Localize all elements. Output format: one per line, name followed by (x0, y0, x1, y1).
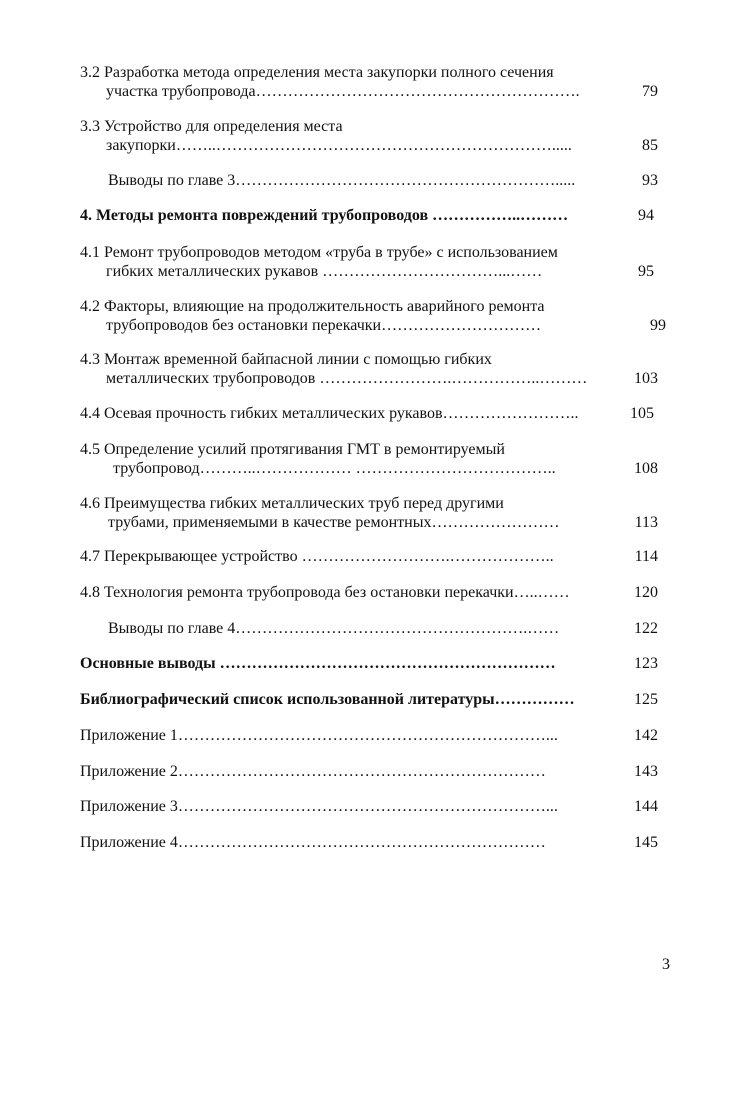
toc-entry-title: Библиографический список использованной литературы…………… (80, 691, 575, 708)
toc-entry-title: Приложение 4…………………………………………………………… (80, 834, 546, 851)
toc-entry-4-5 (0, 441, 733, 481)
toc-entry-title-continuation: гибких металлических рукавов ……………………………...…… (106, 263, 543, 280)
toc-entry-title: Приложение 2…………………………………………………………… (80, 763, 546, 780)
toc-entry-page: 122 (634, 620, 658, 637)
toc-entry-page: 142 (634, 727, 658, 744)
toc-entry-4-3 (0, 351, 733, 391)
toc-entry-appendix-2 (0, 763, 733, 803)
toc-entry-title: Выводы по главе 3……………………………………………………..... (108, 172, 576, 189)
toc-entry-title-continuation: трубопроводов без остановки перекачки………………………… (106, 317, 542, 334)
toc-entry-4-2 (0, 298, 733, 338)
toc-entry-title-continuation: трубопровод………..……………… ……………………………….. (113, 460, 556, 477)
toc-entry-page: 79 (642, 83, 658, 100)
toc-entry-page: 144 (634, 798, 658, 815)
toc-entry-title: Выводы по главе 4……………………………………………….…… (108, 620, 560, 637)
toc-entry-main-conclusions (0, 655, 733, 695)
toc-entry-title: 4.4 Осевая прочность гибких металлических рукавов…………………….. (80, 405, 579, 422)
toc-entry-appendix-1 (0, 727, 733, 767)
toc-entry-title-continuation: закупорки……..………………………………………………………..... (106, 137, 572, 154)
toc-entry-title: 4. Методы ремонта повреждений трубопроводов ……………..……… (80, 207, 569, 224)
toc-entry-4-8 (0, 584, 733, 624)
toc-entry-page: 113 (634, 514, 658, 531)
toc-entry-title-continuation: металлических трубопроводов …………………….……………..……… (106, 370, 588, 387)
toc-entry-title: 4.1 Ремонт трубопроводов методом «труба в трубе» с использованием (80, 244, 558, 261)
toc-entry-title-continuation: трубами, применяемыми в качестве ремонтных…………………… (108, 514, 560, 531)
toc-entry-title: Приложение 3……………………………………………………………... (80, 798, 558, 815)
toc-entry-appendix-4 (0, 834, 733, 874)
toc-entry-title: 4.7 Перекрывающее устройство ……………………….……………….. (80, 548, 554, 565)
toc-entry-page: 93 (642, 172, 658, 189)
toc-entry-chapter-3-conclusions (0, 172, 733, 212)
toc-entry-3-3 (0, 118, 733, 158)
toc-entry-page: 85 (642, 137, 658, 154)
toc-entry-page: 108 (634, 460, 658, 477)
toc-entry-page: 145 (634, 834, 658, 851)
toc-entry-page: 103 (634, 370, 658, 387)
toc-entry-chapter-4 (0, 207, 733, 247)
toc-entry-title: 4.8 Технология ремонта трубопровода без остановки перекачки…..…… (80, 584, 570, 601)
toc-entry-title: 3.3 Устройство для определения места (80, 118, 343, 135)
toc-entry-page: 123 (634, 655, 658, 672)
toc-entry-page: 105 (630, 405, 654, 422)
toc-entry-title: Основные выводы ……………………………………………………… (80, 655, 556, 672)
toc-entry-page: 95 (638, 263, 654, 280)
toc-entry-title: 4.2 Факторы, влияющие на продолжительность аварийного ремонта (80, 298, 545, 315)
toc-entry-bibliography (0, 691, 733, 731)
toc-entry-title: 4.5 Определение усилий протягивания ГМТ в ремонтируемый (80, 441, 505, 458)
toc-entry-3-2 (0, 64, 733, 104)
toc-entry-page: 99 (650, 317, 666, 334)
toc-entry-appendix-3 (0, 798, 733, 838)
toc-entry-page: 114 (634, 548, 658, 565)
toc-entry-4-7 (0, 548, 733, 588)
toc-entry-title: 4.6 Преимущества гибких металлических труб перед другими (80, 495, 504, 512)
toc-entry-page: 125 (634, 691, 658, 708)
toc-entry-4-1 (0, 244, 733, 284)
toc-entry-4-6 (0, 495, 733, 535)
toc-entry-page: 143 (634, 763, 658, 780)
toc-entry-chapter-4-conclusions (0, 620, 733, 660)
toc-entry-title: Приложение 1……………………………………………………………... (80, 727, 558, 744)
toc-entry-page: 120 (634, 584, 658, 601)
toc-entry-4-4 (0, 405, 733, 445)
toc-entry-title-continuation: участка трубопровода……………………………………………………. (106, 83, 580, 100)
page-number: 3 (662, 956, 670, 973)
toc-entry-title: 3.2 Разработка метода определения места закупорки полного сечения (80, 64, 554, 81)
toc-entry-title: 4.3 Монтаж временной байпасной линии с помощью гибких (80, 351, 492, 368)
toc-entry-page: 94 (638, 207, 654, 224)
